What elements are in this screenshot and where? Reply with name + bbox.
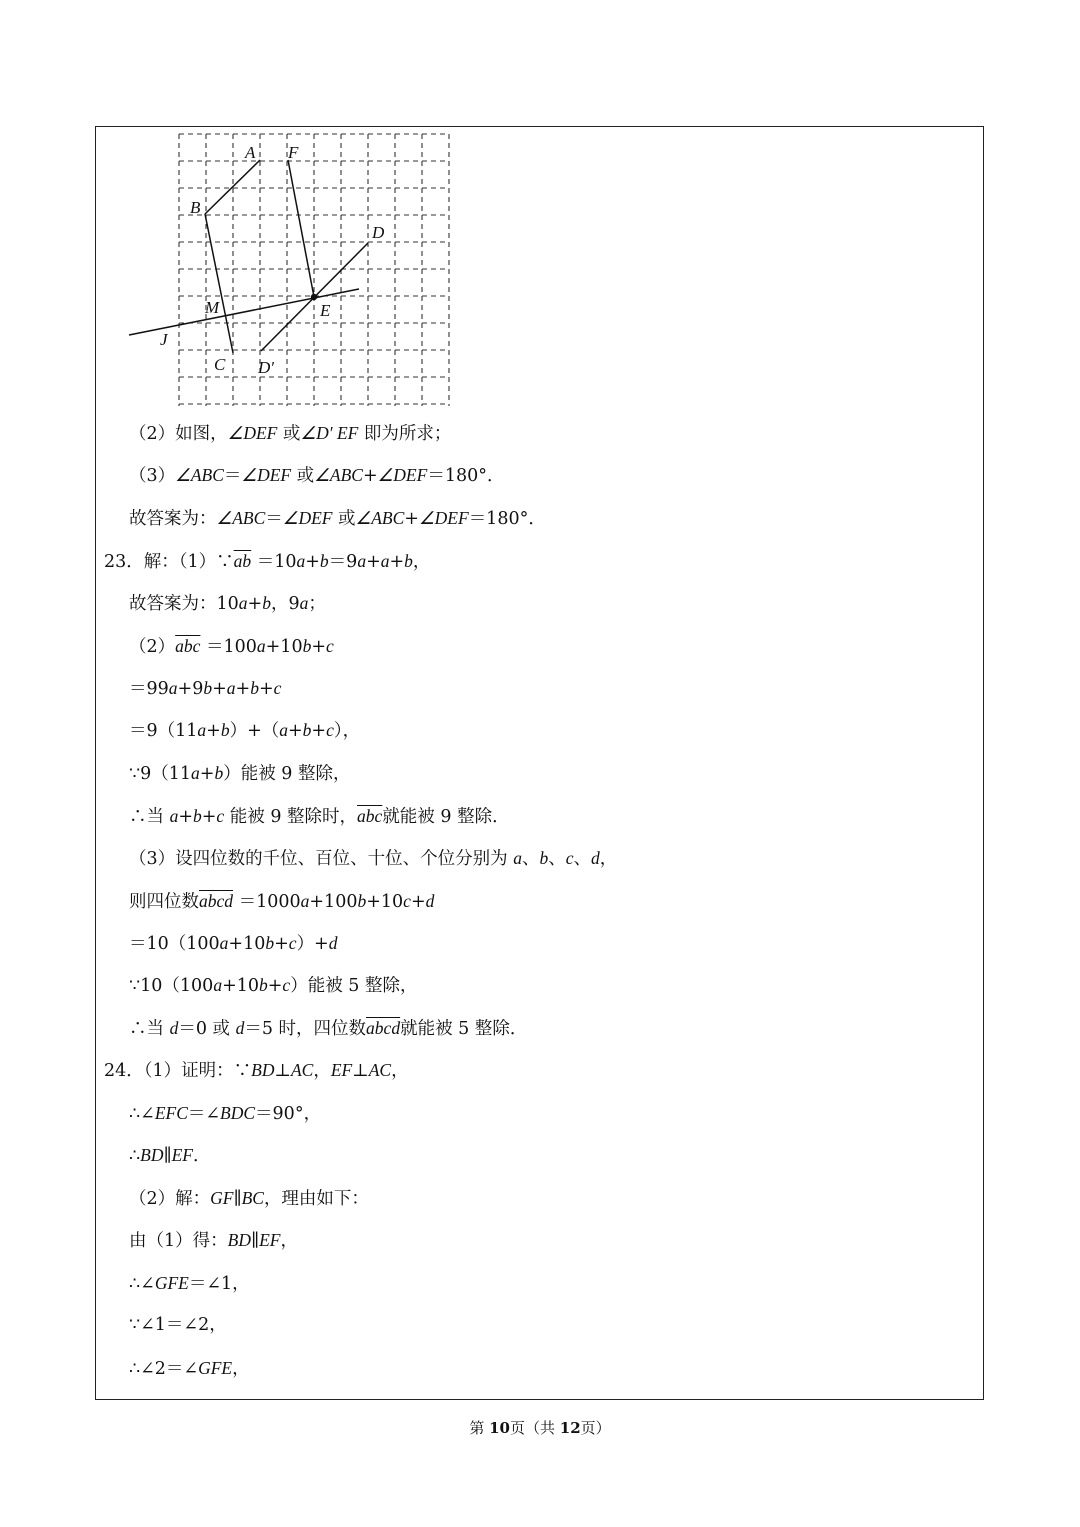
text-line: 故答案为：10a+b，9a； — [129, 593, 326, 614]
point-e — [311, 294, 317, 300]
label-j: J — [160, 330, 168, 349]
text-line: ∴∠2＝∠GFE， — [129, 1358, 250, 1379]
text-line: 由（1）得：BD∥EF， — [129, 1230, 298, 1251]
text-line: 23．解：$(1)\because\overline{ab} =10a+b=9a+a+b$， — [104, 551, 431, 572]
text-line: 故答案为：∠ABC＝∠DEF 或∠ABC+∠DEF＝180°． — [129, 508, 546, 529]
text-line: ＝9（11a+b）+（a+b+c）， — [129, 720, 361, 741]
segment-fe — [288, 160, 314, 297]
grid-figure — [120, 126, 470, 416]
label-e: E — [320, 301, 331, 320]
text-line: ∴BD∥EF． — [129, 1145, 211, 1166]
text-line: 24．（1）证明：∵BD⊥AC，EF⊥AC， — [104, 1060, 409, 1081]
text-line: （3）∠ABC＝∠DEF 或∠ABC+∠DEF＝180°． — [129, 465, 505, 486]
text-line: ∴当 d＝0 或 d＝5 时，四位数abcd就能被 5 整除． — [129, 1018, 528, 1039]
label-a: A — [245, 143, 256, 162]
segment-ba — [205, 160, 260, 214]
text-line: ∵∠1＝∠2， — [129, 1315, 227, 1335]
text-line: （3）设四位数的千位、百位、十位、个位分别为 a、b、c、d， — [129, 848, 618, 869]
text-line: ∴∠GFE＝∠1， — [129, 1273, 250, 1294]
label-d-prime: D′ — [258, 358, 274, 377]
text-line: ＝99a+9b+a+b+c — [129, 678, 282, 699]
label-c: C — [214, 355, 226, 374]
text-line: ＝10（100a+10b+c）+d — [129, 933, 338, 954]
text-line: 则四位数abcd ＝1000a+100b+10c+d — [129, 891, 435, 912]
text-line: ∵9（11a+b）能被 9 整除， — [129, 763, 351, 784]
label-f: F — [288, 143, 299, 162]
page-number-footer: 第 10页（共 12页） — [469, 1419, 611, 1437]
label-m: M — [205, 298, 220, 317]
label-b: B — [190, 198, 201, 217]
text-line: ∴当 a+b+c 能被 9 整除时，$\overline{abc}$就能被 9 整除． — [129, 806, 510, 827]
text-line: ∴∠EFC＝∠BDC＝90°， — [129, 1103, 322, 1124]
text-line: （2）如图，∠DEF 或∠D′ EF 即为所求； — [129, 423, 452, 444]
text-line: $(2)\overline{abc} =100a+10b+c$ — [129, 636, 334, 657]
text-line: （2）解：GF∥BC，理由如下： — [129, 1188, 369, 1209]
label-d: D — [372, 223, 385, 242]
text-line: ∵10（100a+10b+c）能被 5 整除， — [129, 975, 418, 996]
segment-bc — [205, 214, 233, 353]
